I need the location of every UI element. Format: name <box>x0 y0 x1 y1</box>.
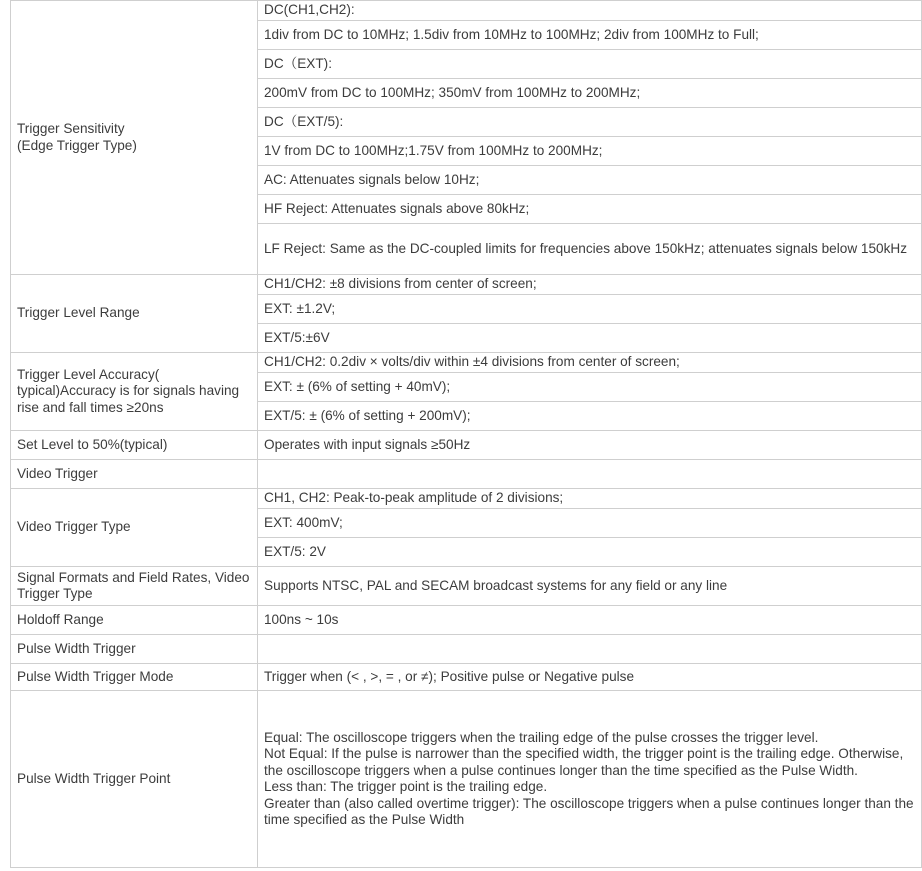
row-label-video-trigger-type: Video Trigger Type <box>11 489 258 567</box>
trigger-point-line-greater-than: Greater than (also called overtime trigger): The oscilloscope triggers when a pulse continues longer than the time specified as the Pulse Width <box>264 795 914 827</box>
value-cell: DC（EXT/5): <box>258 108 922 137</box>
value-cell: 1V from DC to 100MHz;1.75V from 100MHz to 200MHz; <box>258 137 922 166</box>
value-cell: EXT: ±1.2V; <box>258 295 922 324</box>
value-cell: EXT/5: 2V <box>258 538 922 567</box>
row-label-video-trigger: Video Trigger <box>11 460 258 489</box>
value-cell: EXT: ± (6% of setting + 40mV); <box>258 373 922 402</box>
value-cell: Trigger when (< , >, = , or ≠); Positive pulse or Negative pulse <box>258 664 922 691</box>
value-cell: CH1, CH2: Peak-to-peak amplitude of 2 divisions; <box>258 489 922 509</box>
table-row <box>11 353 922 373</box>
table-row <box>11 635 922 664</box>
table-row <box>11 567 922 606</box>
table-row <box>11 489 922 509</box>
label-line: Trigger Sensitivity <box>17 121 125 136</box>
label-line: (Edge Trigger Type) <box>17 137 137 153</box>
value-cell: DC（EXT): <box>258 50 922 79</box>
trigger-point-line-equal: Equal: The oscilloscope triggers when the trailing edge of the pulse crosses the trigger level. <box>264 729 819 745</box>
value-cell: Operates with input signals ≥50Hz <box>258 431 922 460</box>
row-label-trigger-sensitivity <box>11 1 258 275</box>
value-cell: 1div from DC to 10MHz; 1.5div from 10MHz to 100MHz; 2div from 100MHz to Full; <box>258 21 922 50</box>
value-cell: CH1/CH2: ±8 divisions from center of screen; <box>258 275 922 295</box>
row-label-pulse-width-trigger-mode: Pulse Width Trigger Mode <box>11 664 258 691</box>
table-row <box>11 431 922 460</box>
row-label-trigger-level-range: Trigger Level Range <box>11 275 258 353</box>
row-label-signal-formats: Signal Formats and Field Rates, Video Trigger Type <box>11 567 258 606</box>
table-row <box>11 275 922 295</box>
value-cell: 100ns ~ 10s <box>258 606 922 635</box>
spec-table <box>10 0 922 868</box>
value-cell: EXT/5:±6V <box>258 324 922 353</box>
value-cell: EXT/5: ± (6% of setting + 200mV); <box>258 402 922 431</box>
value-cell: HF Reject: Attenuates signals above 80kHz; <box>258 195 922 224</box>
value-cell: 200mV from DC to 100MHz; 350mV from 100MHz to 200MHz; <box>258 79 922 108</box>
value-cell: DC(CH1,CH2): <box>258 1 922 21</box>
table-row <box>11 606 922 635</box>
value-cell <box>258 691 922 868</box>
table-row <box>11 691 922 868</box>
value-cell <box>258 460 922 489</box>
value-cell <box>258 635 922 664</box>
row-label-pulse-width-trigger: Pulse Width Trigger <box>11 635 258 664</box>
value-cell: AC: Attenuates signals below 10Hz; <box>258 166 922 195</box>
row-label-set-level: Set Level to 50%(typical) <box>11 431 258 460</box>
trigger-point-line-less-than: Less than: The trigger point is the trailing edge. <box>264 779 548 794</box>
table-row <box>11 664 922 691</box>
table-row <box>11 460 922 489</box>
table-row <box>11 1 922 21</box>
row-label-pulse-width-trigger-point: Pulse Width Trigger Point <box>11 691 258 868</box>
value-cell: Supports NTSC, PAL and SECAM broadcast systems for any field or any line <box>258 567 922 606</box>
value-cell: CH1/CH2: 0.2div × volts/div within ±4 divisions from center of screen; <box>258 353 922 373</box>
value-cell: EXT: 400mV; <box>258 509 922 538</box>
value-cell: LF Reject: Same as the DC-coupled limits for frequencies above 150kHz; attenuates signals below 150kHz <box>258 224 922 275</box>
row-label-holdoff-range: Holdoff Range <box>11 606 258 635</box>
row-label-trigger-level-accuracy: Trigger Level Accuracy( typical)Accuracy is for signals having rise and fall times ≥20ns <box>11 353 258 431</box>
trigger-point-line-not-equal: Not Equal: If the pulse is narrower than the specified width, the trigger point is the trailing edge. Otherwise, the oscilloscope triggers when a pulse continues longer than the time specified as the Pulse Width. <box>264 746 904 778</box>
